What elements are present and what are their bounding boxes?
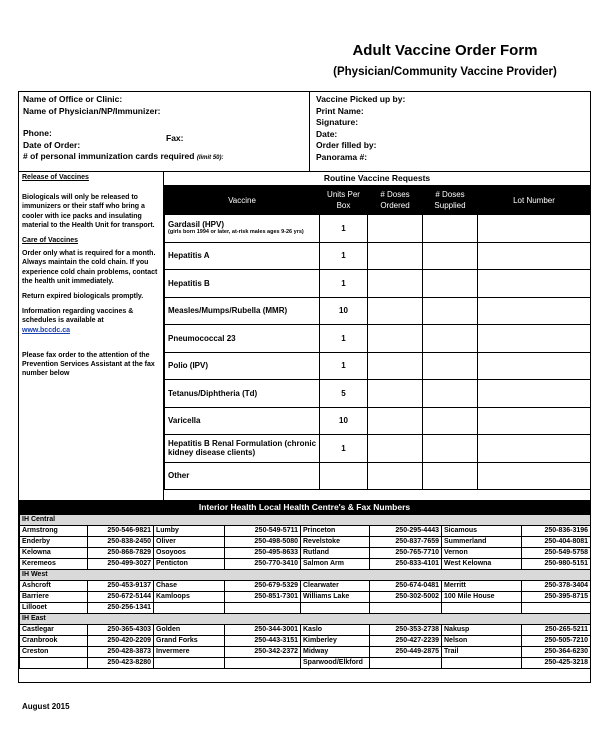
centre-name-cell: Sparwood/Elkford <box>301 658 370 669</box>
vaccine-name-cell <box>165 380 320 408</box>
lot-number-cell[interactable] <box>478 242 591 270</box>
units-cell: 1 <box>320 352 368 380</box>
fax-number-cell: 250-404-8081 <box>522 537 591 548</box>
fax-number-cell: 250-838-2450 <box>88 537 154 548</box>
vaccine-name-cell <box>165 297 320 325</box>
fax-number-cell: 250-498-5080 <box>225 537 301 548</box>
centre-name-cell <box>301 603 370 614</box>
region-name: IH West <box>20 570 591 581</box>
fax-number-cell: 250-353-2738 <box>370 625 442 636</box>
fax-number-cell: 250-427-2239 <box>370 636 442 647</box>
fax-number-cell: 250-499-3027 <box>88 559 154 570</box>
signature-label: Signature: <box>316 117 359 127</box>
info-column <box>19 172 164 500</box>
vaccine-note: (girls born 1994 or later, at-risk males ages 9-26 yrs) <box>168 229 304 236</box>
lot-number-cell[interactable] <box>478 297 591 325</box>
fax-number-cell: 250-342-2372 <box>225 647 301 658</box>
office-label: Name of Office or Clinic: <box>23 94 123 104</box>
fax-instructions: Please fax order to the attention of the Prevention Services Assistant at the fax number below <box>22 351 155 378</box>
doses-supplied-cell[interactable] <box>423 242 478 270</box>
region-row <box>20 614 591 625</box>
fax-number-cell: 250-770-3410 <box>225 559 301 570</box>
table-row <box>20 526 591 537</box>
centre-name-cell: Cranbrook <box>20 636 88 647</box>
doses-ordered-cell[interactable] <box>368 270 423 298</box>
centre-name-cell: Salmon Arm <box>301 559 370 570</box>
doses-ordered-cell[interactable] <box>368 352 423 380</box>
fax-number-cell: 250-295-4443 <box>370 526 442 537</box>
doses-supplied-cell[interactable] <box>423 435 478 463</box>
centre-name-cell: Kelowna <box>20 548 88 559</box>
region-row <box>20 515 591 526</box>
centre-name-cell: Oliver <box>154 537 225 548</box>
pickup-info-block <box>310 92 590 171</box>
table-row <box>165 462 591 490</box>
doses-ordered-cell[interactable] <box>368 325 423 353</box>
centre-name-cell: Chase <box>154 581 225 592</box>
centre-name-cell: Williams Lake <box>301 592 370 603</box>
date-label: Date: <box>316 128 338 139</box>
vaccine-table-title: Routine Vaccine Requests <box>323 173 431 183</box>
centre-name-cell: West Kelowna <box>442 559 522 570</box>
doses-ordered-cell[interactable] <box>368 215 423 243</box>
table-row <box>20 537 591 548</box>
fax-number-cell: 250-679-5329 <box>225 581 301 592</box>
fax-number-cell: 250-868-7829 <box>88 548 154 559</box>
centre-name-cell: Nakusp <box>442 625 522 636</box>
fax-number-cell: 250-851-7301 <box>225 592 301 603</box>
fax-number-cell: 250-549-5711 <box>225 526 301 537</box>
centre-name-cell: 100 Mile House <box>442 592 522 603</box>
fax-label: Fax: <box>166 133 184 143</box>
centre-name-cell: Rutland <box>301 548 370 559</box>
table-row <box>20 548 591 559</box>
vaccine-name-cell <box>165 242 320 270</box>
table-row <box>165 242 591 270</box>
table-row <box>20 559 591 570</box>
vaccine-name: Tetanus/Diphtheria (Td) <box>168 388 258 398</box>
order-form <box>18 91 591 683</box>
centre-name-cell: Kaslo <box>301 625 370 636</box>
fax-number-cell: 250-833-4101 <box>370 559 442 570</box>
vaccine-name: Polio (IPV) <box>168 361 208 371</box>
fax-table <box>19 514 591 669</box>
doses-ordered-cell[interactable] <box>368 462 423 490</box>
doses-ordered-cell[interactable] <box>368 242 423 270</box>
fax-number-cell: 250-549-5758 <box>522 548 591 559</box>
table-row <box>165 215 591 243</box>
lot-number-cell[interactable] <box>478 407 591 435</box>
vaccine-name-cell <box>165 325 320 353</box>
lot-number-cell[interactable] <box>478 325 591 353</box>
units-cell: 1 <box>320 325 368 353</box>
region-name: IH Central <box>20 515 591 526</box>
centre-name-cell <box>20 658 88 669</box>
vaccine-name: Hepatitis B Renal Formulation (chronic kidney disease clients) <box>168 439 317 458</box>
vaccine-name: Hepatitis B <box>168 278 210 288</box>
units-cell: 1 <box>320 435 368 463</box>
centre-name-cell: Ashcroft <box>20 581 88 592</box>
fax-number-cell: 250-423-8280 <box>88 658 154 669</box>
centre-name-cell: Penticton <box>154 559 225 570</box>
vaccine-name-cell <box>165 435 320 463</box>
vaccine-col-header: # Doses Ordered <box>368 186 423 215</box>
centre-name-cell: Invermere <box>154 647 225 658</box>
fax-number-cell: 250-453-9137 <box>88 581 154 592</box>
bccdc-link[interactable]: www.bccdc.ca <box>22 326 70 334</box>
vaccine-col-header: Vaccine <box>165 186 320 215</box>
fax-number-cell: 250-302-5002 <box>370 592 442 603</box>
fax-number-cell: 250-256-1341 <box>88 603 154 614</box>
centre-name-cell <box>154 658 225 669</box>
fax-number-cell: 250-425-3218 <box>522 658 591 669</box>
return-text: Return expired biologicals promptly. <box>22 293 144 301</box>
units-cell: 10 <box>320 407 368 435</box>
form-subtitle: (Physician/Community Vaccine Provider) <box>333 66 557 78</box>
centre-name-cell: Revelstoke <box>301 537 370 548</box>
fax-number-cell: 250-344-3001 <box>225 625 301 636</box>
centre-name-cell <box>442 658 522 669</box>
table-row <box>165 325 591 353</box>
centre-name-cell: Merritt <box>442 581 522 592</box>
centre-name-cell: Creston <box>20 647 88 658</box>
panorama-label: Panorama #: <box>316 151 368 162</box>
vaccine-name-cell <box>165 270 320 298</box>
table-row <box>165 435 591 463</box>
centre-name-cell: Midway <box>301 647 370 658</box>
fax-number-cell: 250-546-9821 <box>88 526 154 537</box>
table-row <box>20 603 591 614</box>
clinic-info-block <box>19 92 310 171</box>
centre-name-cell: Princeton <box>301 526 370 537</box>
lot-number-cell[interactable] <box>478 380 591 408</box>
fax-number-cell: 250-378-3404 <box>522 581 591 592</box>
centre-name-cell: Barriere <box>20 592 88 603</box>
doses-supplied-cell[interactable] <box>423 325 478 353</box>
centre-name-cell: Trail <box>442 647 522 658</box>
vaccine-name-cell <box>165 215 320 243</box>
fax-number-cell <box>370 603 442 614</box>
fax-number-cell: 250-672-5144 <box>88 592 154 603</box>
phone-label: Phone: <box>23 128 52 138</box>
vaccine-name: Pneumococcal 23 <box>168 333 236 343</box>
centre-name-cell: Golden <box>154 625 225 636</box>
centre-name-cell: Lumby <box>154 526 225 537</box>
fax-number-cell: 250-420-2209 <box>88 636 154 647</box>
fax-number-cell: 250-674-0481 <box>370 581 442 592</box>
table-row <box>20 647 591 658</box>
fax-number-cell: 250-364-6230 <box>522 647 591 658</box>
date-of-order-label: Date of Order: <box>23 139 81 150</box>
centre-name-cell: Enderby <box>20 537 88 548</box>
vaccine-name-cell <box>165 462 320 490</box>
region-name: IH East <box>20 614 591 625</box>
table-row <box>165 270 591 298</box>
lot-number-cell[interactable] <box>478 215 591 243</box>
table-row <box>165 352 591 380</box>
vaccine-col-header: Units Per Box <box>320 186 368 215</box>
centre-name-cell: Vernon <box>442 548 522 559</box>
form-title: Adult Vaccine Order Form <box>352 42 538 59</box>
centre-name-cell: Castlegar <box>20 625 88 636</box>
fax-number-cell: 250-765-7710 <box>370 548 442 559</box>
table-row <box>165 380 591 408</box>
units-cell: 1 <box>320 215 368 243</box>
fax-number-cell: 250-443-3151 <box>225 636 301 647</box>
fax-number-cell: 250-505-7210 <box>522 636 591 647</box>
table-row <box>20 625 591 636</box>
vaccine-name: Varicella <box>168 416 201 426</box>
centre-name-cell: Kamloops <box>154 592 225 603</box>
fax-number-cell: 250-428-3873 <box>88 647 154 658</box>
lot-number-cell[interactable] <box>478 435 591 463</box>
fax-number-cell: 250-395-8715 <box>522 592 591 603</box>
units-cell <box>320 462 368 490</box>
fax-number-cell: 250-495-8633 <box>225 548 301 559</box>
table-row <box>20 592 591 603</box>
centre-name-cell: Armstrong <box>20 526 88 537</box>
centre-name-cell <box>442 603 522 614</box>
doses-supplied-cell[interactable] <box>423 352 478 380</box>
vaccine-name: Measles/Mumps/Rubella (MMR) <box>168 306 288 316</box>
centre-name-cell <box>154 603 225 614</box>
vaccine-name: Other <box>168 471 190 481</box>
vaccine-col-header: # Doses Supplied <box>423 186 478 215</box>
units-cell: 10 <box>320 297 368 325</box>
care-title: Care of Vaccines <box>22 237 79 245</box>
centre-name-cell: Nelson <box>442 636 522 647</box>
print-name-label: Print Name: <box>316 105 364 116</box>
fax-number-cell: 250-265-5211 <box>522 625 591 636</box>
centre-name-cell: Kimberley <box>301 636 370 647</box>
cards-note: (limit 50): <box>196 155 224 161</box>
units-cell: 1 <box>320 242 368 270</box>
doses-supplied-cell[interactable] <box>423 380 478 408</box>
table-row <box>20 581 591 592</box>
doses-supplied-cell[interactable] <box>423 270 478 298</box>
doses-supplied-cell[interactable] <box>423 297 478 325</box>
centre-name-cell: Sicamous <box>442 526 522 537</box>
doses-supplied-cell[interactable] <box>423 215 478 243</box>
physician-label: Name of Physician/NP/Immunizer: <box>23 105 161 116</box>
centre-name-cell: Lillooet <box>20 603 88 614</box>
fax-number-cell <box>225 658 301 669</box>
fax-number-cell: 250-980-5151 <box>522 559 591 570</box>
doses-ordered-cell[interactable] <box>368 435 423 463</box>
doses-ordered-cell[interactable] <box>368 407 423 435</box>
fax-number-cell <box>522 603 591 614</box>
cards-label: # of personal immunization cards required (limit 50): <box>23 151 224 161</box>
doses-supplied-cell[interactable] <box>423 462 478 490</box>
fax-number-cell: 250-449-2875 <box>370 647 442 658</box>
lot-number-cell[interactable] <box>478 270 591 298</box>
centre-name-cell: Summerland <box>442 537 522 548</box>
table-row <box>165 407 591 435</box>
fax-number-cell: 250-365-4303 <box>88 625 154 636</box>
info-text: Information regarding vaccines & schedules is available at <box>22 308 134 325</box>
table-row <box>165 297 591 325</box>
release-text: Biologicals will only be released to immunizers or their staff who bring a cooler with ice packs and insulating material to the Health Unit for transport. <box>22 194 155 229</box>
lot-number-cell[interactable] <box>478 352 591 380</box>
picked-up-label: Vaccine Picked up by: <box>316 94 406 104</box>
care-text: Order only what is required for a month. Always maintain the cold chain. If you experience cold chain problems, contact the health unit immediately. <box>22 250 158 285</box>
fax-number-cell <box>370 658 442 669</box>
vaccine-name-cell <box>165 352 320 380</box>
vaccine-name: Gardasil (HPV) <box>168 220 225 230</box>
region-row <box>20 570 591 581</box>
doses-ordered-cell[interactable] <box>368 380 423 408</box>
doses-supplied-cell[interactable] <box>423 407 478 435</box>
table-row <box>20 636 591 647</box>
centre-name-cell: Grand Forks <box>154 636 225 647</box>
lot-number-cell[interactable] <box>478 462 591 490</box>
fax-number-cell <box>225 603 301 614</box>
vaccine-name-cell <box>165 407 320 435</box>
centre-name-cell: Clearwater <box>301 581 370 592</box>
fax-number-cell: 250-836-3196 <box>522 526 591 537</box>
release-title: Release of Vaccines <box>22 174 89 181</box>
filled-by-label: Order filled by: <box>316 140 377 150</box>
vaccine-table <box>164 185 591 490</box>
vaccine-name: Hepatitis A <box>168 251 210 261</box>
units-cell: 1 <box>320 270 368 298</box>
units-cell: 5 <box>320 380 368 408</box>
doses-ordered-cell[interactable] <box>368 297 423 325</box>
centre-name-cell: Osoyoos <box>154 548 225 559</box>
table-row <box>20 658 591 669</box>
centre-name-cell: Keremeos <box>20 559 88 570</box>
vaccine-col-header: Lot Number <box>478 186 591 215</box>
fax-table-title: Interior Health Local Health Centre's & Fax Numbers <box>19 500 590 514</box>
fax-number-cell: 250-837-7659 <box>370 537 442 548</box>
footer-date: August 2015 <box>22 702 70 711</box>
